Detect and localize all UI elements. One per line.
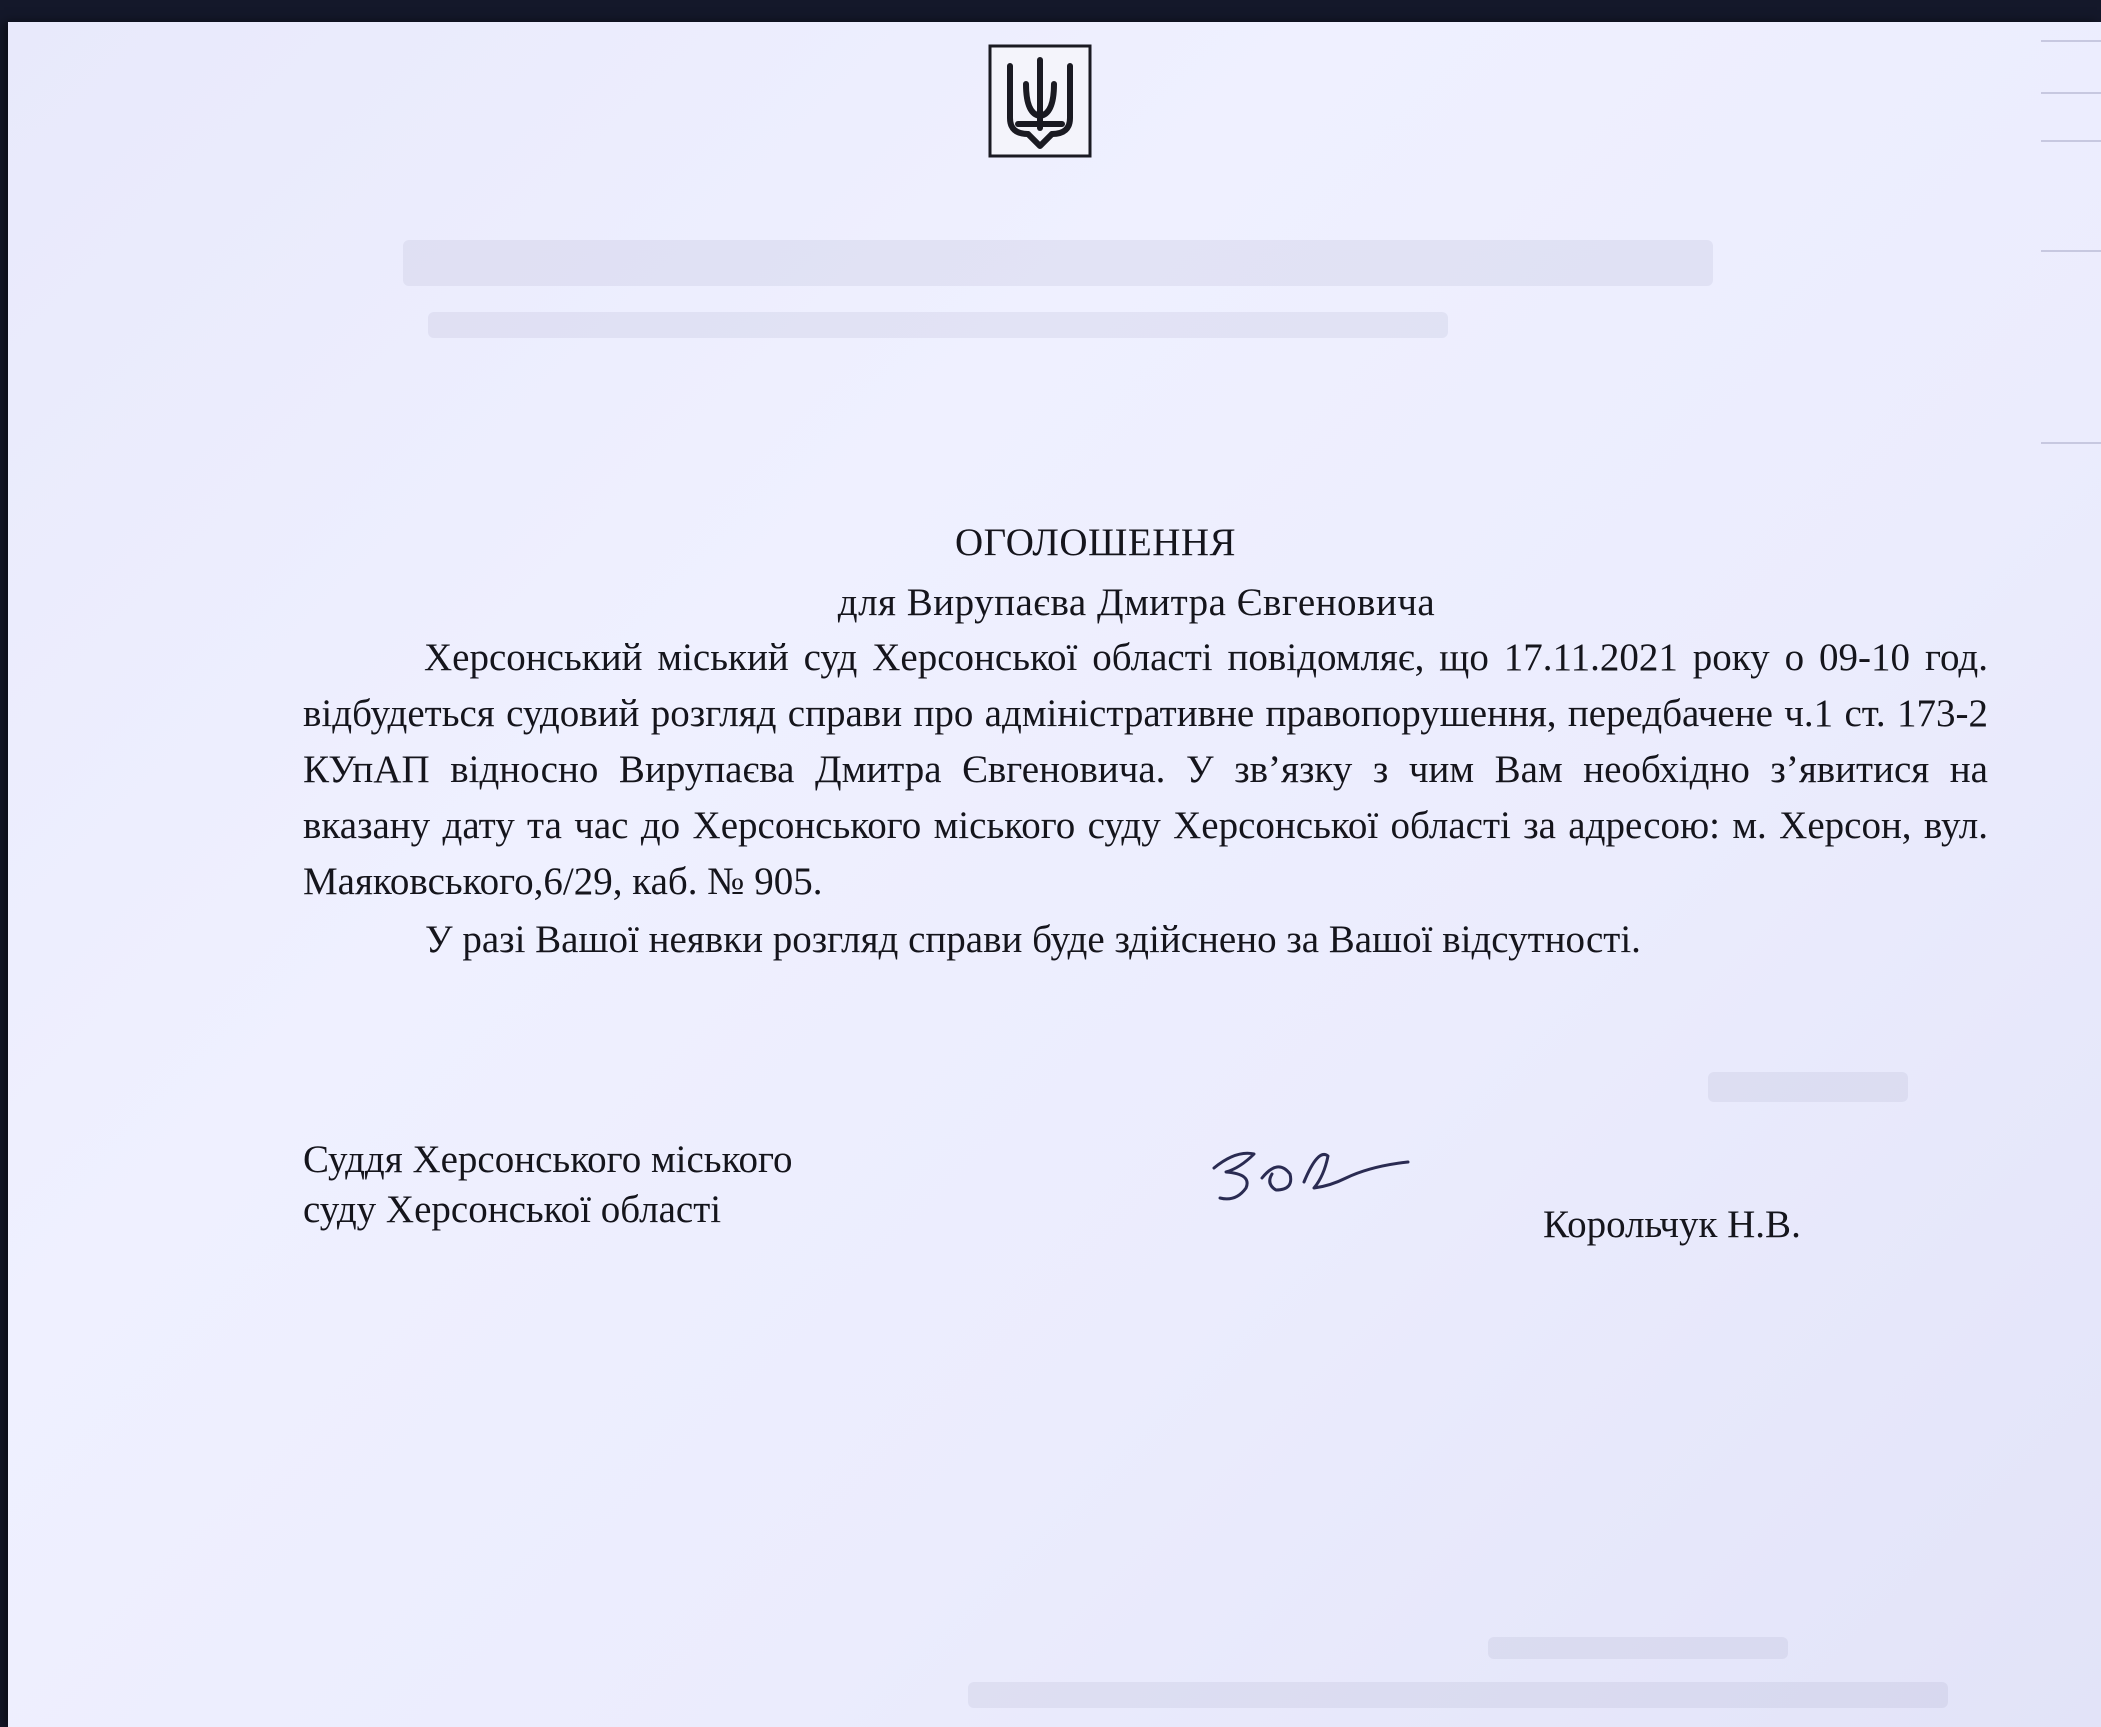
addressee-line: для Вирупаєва Дмитра Євгеновича: [837, 581, 1436, 624]
paper-edge: [2041, 40, 2101, 42]
show-through-text: [1488, 1637, 1788, 1659]
judge-name: Корольчук Н.В.: [1543, 1203, 1801, 1246]
paper-edge: [2041, 442, 2101, 444]
notice-body: [303, 630, 1988, 968]
position-line: суду Херсонської області: [303, 1188, 722, 1231]
handwritten-signature: [1196, 1128, 1416, 1218]
notice-paragraph: У разі Вашої неявки розгляд справи буде здійснено за Вашої відсутності.: [425, 918, 1641, 961]
notice-paragraph: Херсонський міський суд Херсонської області повідомляє, що 17.11.2021 року о 09-10 год. відбудеться судовий розгляд справи про адміністративне правопорушення, передбачене ч.1 ст. 173-2 КУпАП відносно Вирупаєва Дмитра Євгеновича. У зв’язку з чим Вам необхідно з’явитися на вказану дату та час до Херсонського міського суду Херсонської області за адресою: м. Херсон, вул. Маяковського,6/29, каб. № 905.: [303, 636, 1988, 903]
document-title: ОГОЛОШЕННЯ: [954, 521, 1237, 564]
trident-coat-of-arms-icon: [988, 44, 1092, 158]
show-through-text: [403, 240, 1713, 286]
show-through-text: [968, 1682, 1948, 1708]
show-through-text: [428, 312, 1448, 338]
paper-edge: [2041, 140, 2101, 142]
position-line: Суддя Херсонського міського: [303, 1138, 793, 1181]
show-through-text: [1708, 1072, 1908, 1102]
paper-edge: [2041, 92, 2101, 94]
signatory-position: [303, 1135, 793, 1235]
paper-edge: [2041, 250, 2101, 252]
